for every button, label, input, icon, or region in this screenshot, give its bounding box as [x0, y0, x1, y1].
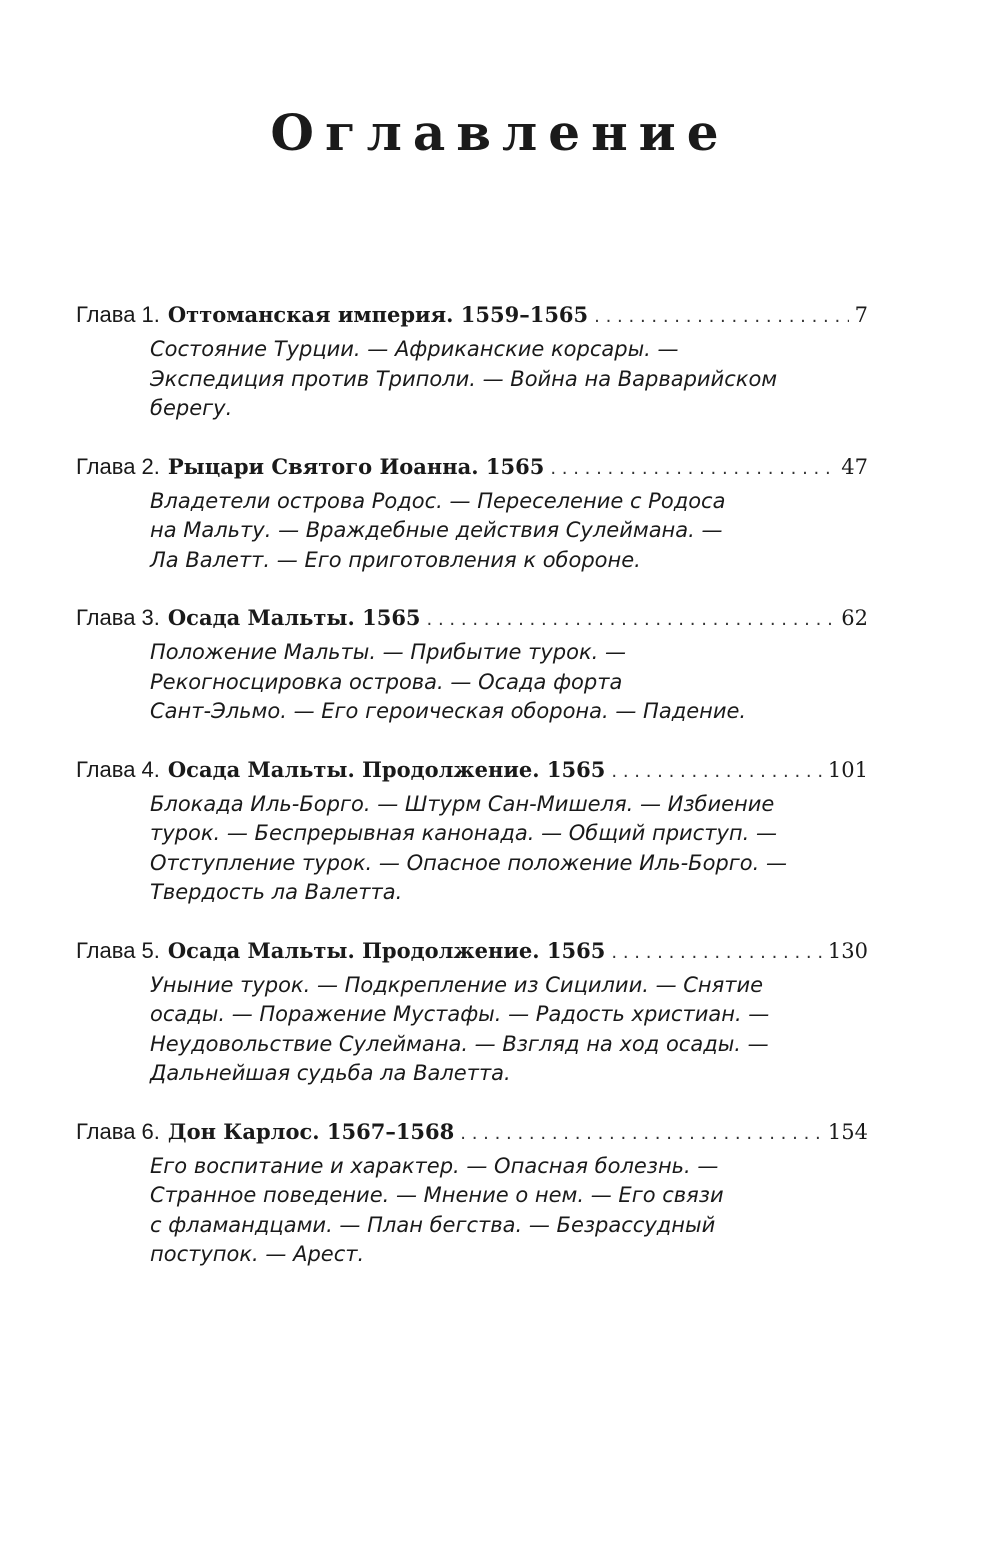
page-number: 7: [854, 303, 868, 327]
chapter-label: Глава 5.: [76, 937, 160, 963]
chapter-title: Осада Мальты. Продолжение. 1565: [167, 937, 606, 963]
toc-entry-chapter-1[interactable]: [76, 300, 868, 424]
toc-entry-heading: [76, 452, 868, 484]
toc-entry-chapter-2[interactable]: [76, 452, 868, 576]
dot-leader: [460, 1119, 822, 1149]
chapter-label: Глава 4.: [76, 756, 160, 782]
toc-entry-chapter-6[interactable]: [76, 1117, 868, 1270]
chapter-summary: Блокада Иль-Борго. — Штурм Сан-Мишеля. — Избиение турок. — Беспрерывная канонада. — Общий приступ. — Отступление турок. — Опасное положение Иль-Борго. — Твердость ла Валетта.: [150, 791, 787, 904]
dot-leader: [611, 757, 822, 787]
chapter-title: Рыцари Святого Иоанна. 1565: [167, 453, 545, 479]
chapter-label: Глава 2.: [76, 453, 160, 479]
dot-leader: [611, 938, 822, 968]
page-title: Оглавление: [270, 102, 730, 162]
toc-entry-heading: [76, 603, 868, 635]
dot-leader: [594, 302, 848, 332]
chapter-label: Глава 6.: [76, 1118, 160, 1144]
toc-entry-heading: [76, 755, 868, 787]
chapter-summary: Положение Мальты. — Прибытие турок. — Рекогносцировка острова. — Осада форта Сант-Эльмо. — Его героическая оборона. — Падение.: [150, 640, 747, 723]
toc-entry-chapter-3[interactable]: [76, 603, 868, 727]
page-number: 62: [841, 606, 868, 630]
chapter-title: Осада Мальты. 1565: [167, 605, 421, 630]
chapter-title: Осада Мальты. Продолжение. 1565: [167, 756, 606, 782]
dot-leader: [550, 454, 835, 484]
toc-entry-chapter-5[interactable]: [76, 936, 868, 1089]
chapter-label: Глава 3.: [76, 605, 160, 630]
page-number: 130: [827, 938, 868, 963]
page-number: 101: [827, 757, 868, 782]
toc-entry-heading: [76, 300, 868, 332]
chapter-title: Дон Карлос. 1567–1568: [167, 1118, 455, 1144]
table-of-contents: [76, 300, 868, 1298]
dot-leader: [427, 605, 836, 635]
chapter-summary: Уныние турок. — Подкрепление из Сицилии. — Снятие осады. — Поражение Мустафы. — Радость христиан. — Неудовольствие Сулеймана. — Взгляд на ход осады. — Дальнейшая судьба ла Валетта.: [150, 972, 770, 1085]
chapter-summary: Состояние Турции. — Африканские корсары. — Экспедиция против Триполи. — Война на Варварийском берегу.: [150, 337, 778, 420]
chapter-label: Глава 1.: [76, 302, 160, 327]
chapter-summary: Владетели острова Родос. — Переселение с Родоса на Мальту. — Враждебные действия Сулеймана. — Ла Валетт. — Его приготовления к обороне.: [150, 488, 726, 572]
toc-entry-heading: [76, 1117, 868, 1149]
toc-entry-chapter-4[interactable]: [76, 755, 868, 908]
chapter-title: Оттоманская империя. 1559–1565: [167, 302, 589, 327]
toc-entry-heading: [76, 936, 868, 968]
page-number: 47: [841, 454, 868, 479]
chapter-summary: Его воспитание и характер. — Опасная болезнь. — Странное поведение. — Мнение о нем. — Его связи с фламандцами. — План бегства. — Безрассудный поступок. — Арест.: [150, 1153, 724, 1266]
page-number: 154: [827, 1119, 868, 1144]
